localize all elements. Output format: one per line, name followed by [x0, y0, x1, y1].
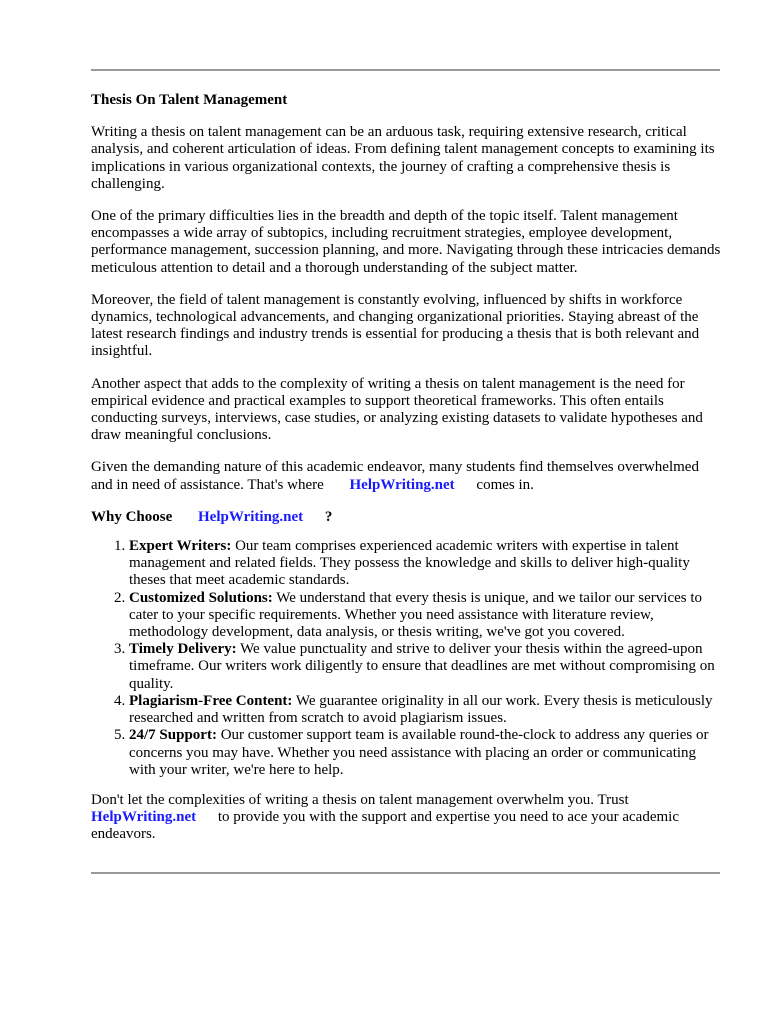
reason-text: Our team comprises experienced academic writers with expertise in talent management and related fields. They possess the knowledge and skills to deliver high-quality theses that meet academic standards. [129, 538, 690, 589]
list-item [129, 693, 721, 727]
reason-label: Timely Delivery: [129, 641, 237, 658]
top-divider [91, 69, 720, 71]
paragraph-empirical-evidence: Another aspect that adds to the complexity of writing a thesis on talent management is the need for empirical evidence and practical examples to support theoretical frameworks. This often entails conducting surveys, interviews, case studies, or analyzing existing datasets to validate hypotheses and draw meaningful conclusions. [91, 375, 703, 444]
helpwriting-link[interactable]: HelpWriting.net [349, 476, 455, 493]
paragraph-assistance [91, 459, 721, 493]
reason-text: We understand that every thesis is unique, and we tailor our services to cater to your specific requirements. Whether you need assistance with literature review, methodology development, data analysis, or thesis writing, we've got you covered. [129, 589, 703, 641]
paragraph-difficulties: One of the primary difficulties lies in the breadth and depth of the topic itself. Talent management encompasses a wide array of subtopics, including recruitment strategies, employee development, performance management, succession planning, and more. Navigating through these intricacies demands meticulous attention to detail and a thorough understanding of the subject matter. [91, 208, 721, 276]
reason-text: Our customer support team is available round-the-clock to address any queries or concerns you may have. Whether you need assistance with placing an order or communicating with your writer, we're here to help. [129, 727, 709, 778]
closing-helpwriting-link[interactable]: HelpWriting.net [91, 809, 197, 826]
reason-label: Customized Solutions: [129, 589, 273, 606]
reason-label: Plagiarism-Free Content: [129, 692, 293, 709]
why-choose-question-mark: ? [324, 508, 333, 525]
reason-text: We value punctuality and strive to deliver your thesis within the agreed-upon timeframe. Our writers work diligently to ensure that deadlines are met without compromising on quality. [129, 641, 715, 692]
reason-label: 24/7 Support: [129, 727, 217, 744]
closing-text: Don't let the complexities of writing a thesis on talent management overwhelm you. Trust [91, 791, 629, 808]
list-item [129, 727, 721, 779]
closing-text-end: to provide you with the support and expertise you need to ace your academic endeavors. [91, 809, 679, 843]
assistance-text: Given the demanding nature of this academic endeavor, many students find themselves overwhelmed and in need of assistance. That's where [91, 459, 699, 493]
reason-label: Expert Writers: [129, 538, 232, 555]
why-choose-link[interactable]: HelpWriting.net [198, 508, 304, 525]
list-item [129, 590, 721, 642]
reason-text: We guarantee originality in all our work. Every thesis is meticulously researched and written from scratch to avoid plagiarism issues. [129, 692, 713, 727]
document-body [91, 92, 721, 859]
assistance-text-end: comes in. [476, 476, 534, 493]
list-item [129, 538, 721, 590]
why-choose-heading [91, 509, 721, 526]
page-title: Thesis On Talent Management [91, 92, 288, 108]
reasons-list [91, 538, 721, 779]
paragraph-intro: Writing a thesis on talent management can be an arduous task, requiring extensive research, critical analysis, and coherent articulation of ideas. From defining talent management concepts to examining its implications in various organizational contexts, the journey of crafting a comprehensive thesis is challenging. [91, 124, 715, 192]
list-item [129, 641, 721, 693]
bottom-divider [91, 872, 720, 874]
paragraph-closing [91, 792, 721, 844]
why-choose-text: Why Choose [91, 508, 173, 525]
paragraph-evolving-field: Moreover, the field of talent management is constantly evolving, influenced by shifts in workforce dynamics, technological advancements, and changing organizational priorities. Staying abreast of the latest research findings and industry trends is essential for producing a thesis that is both relevant and insightful. [91, 291, 700, 360]
